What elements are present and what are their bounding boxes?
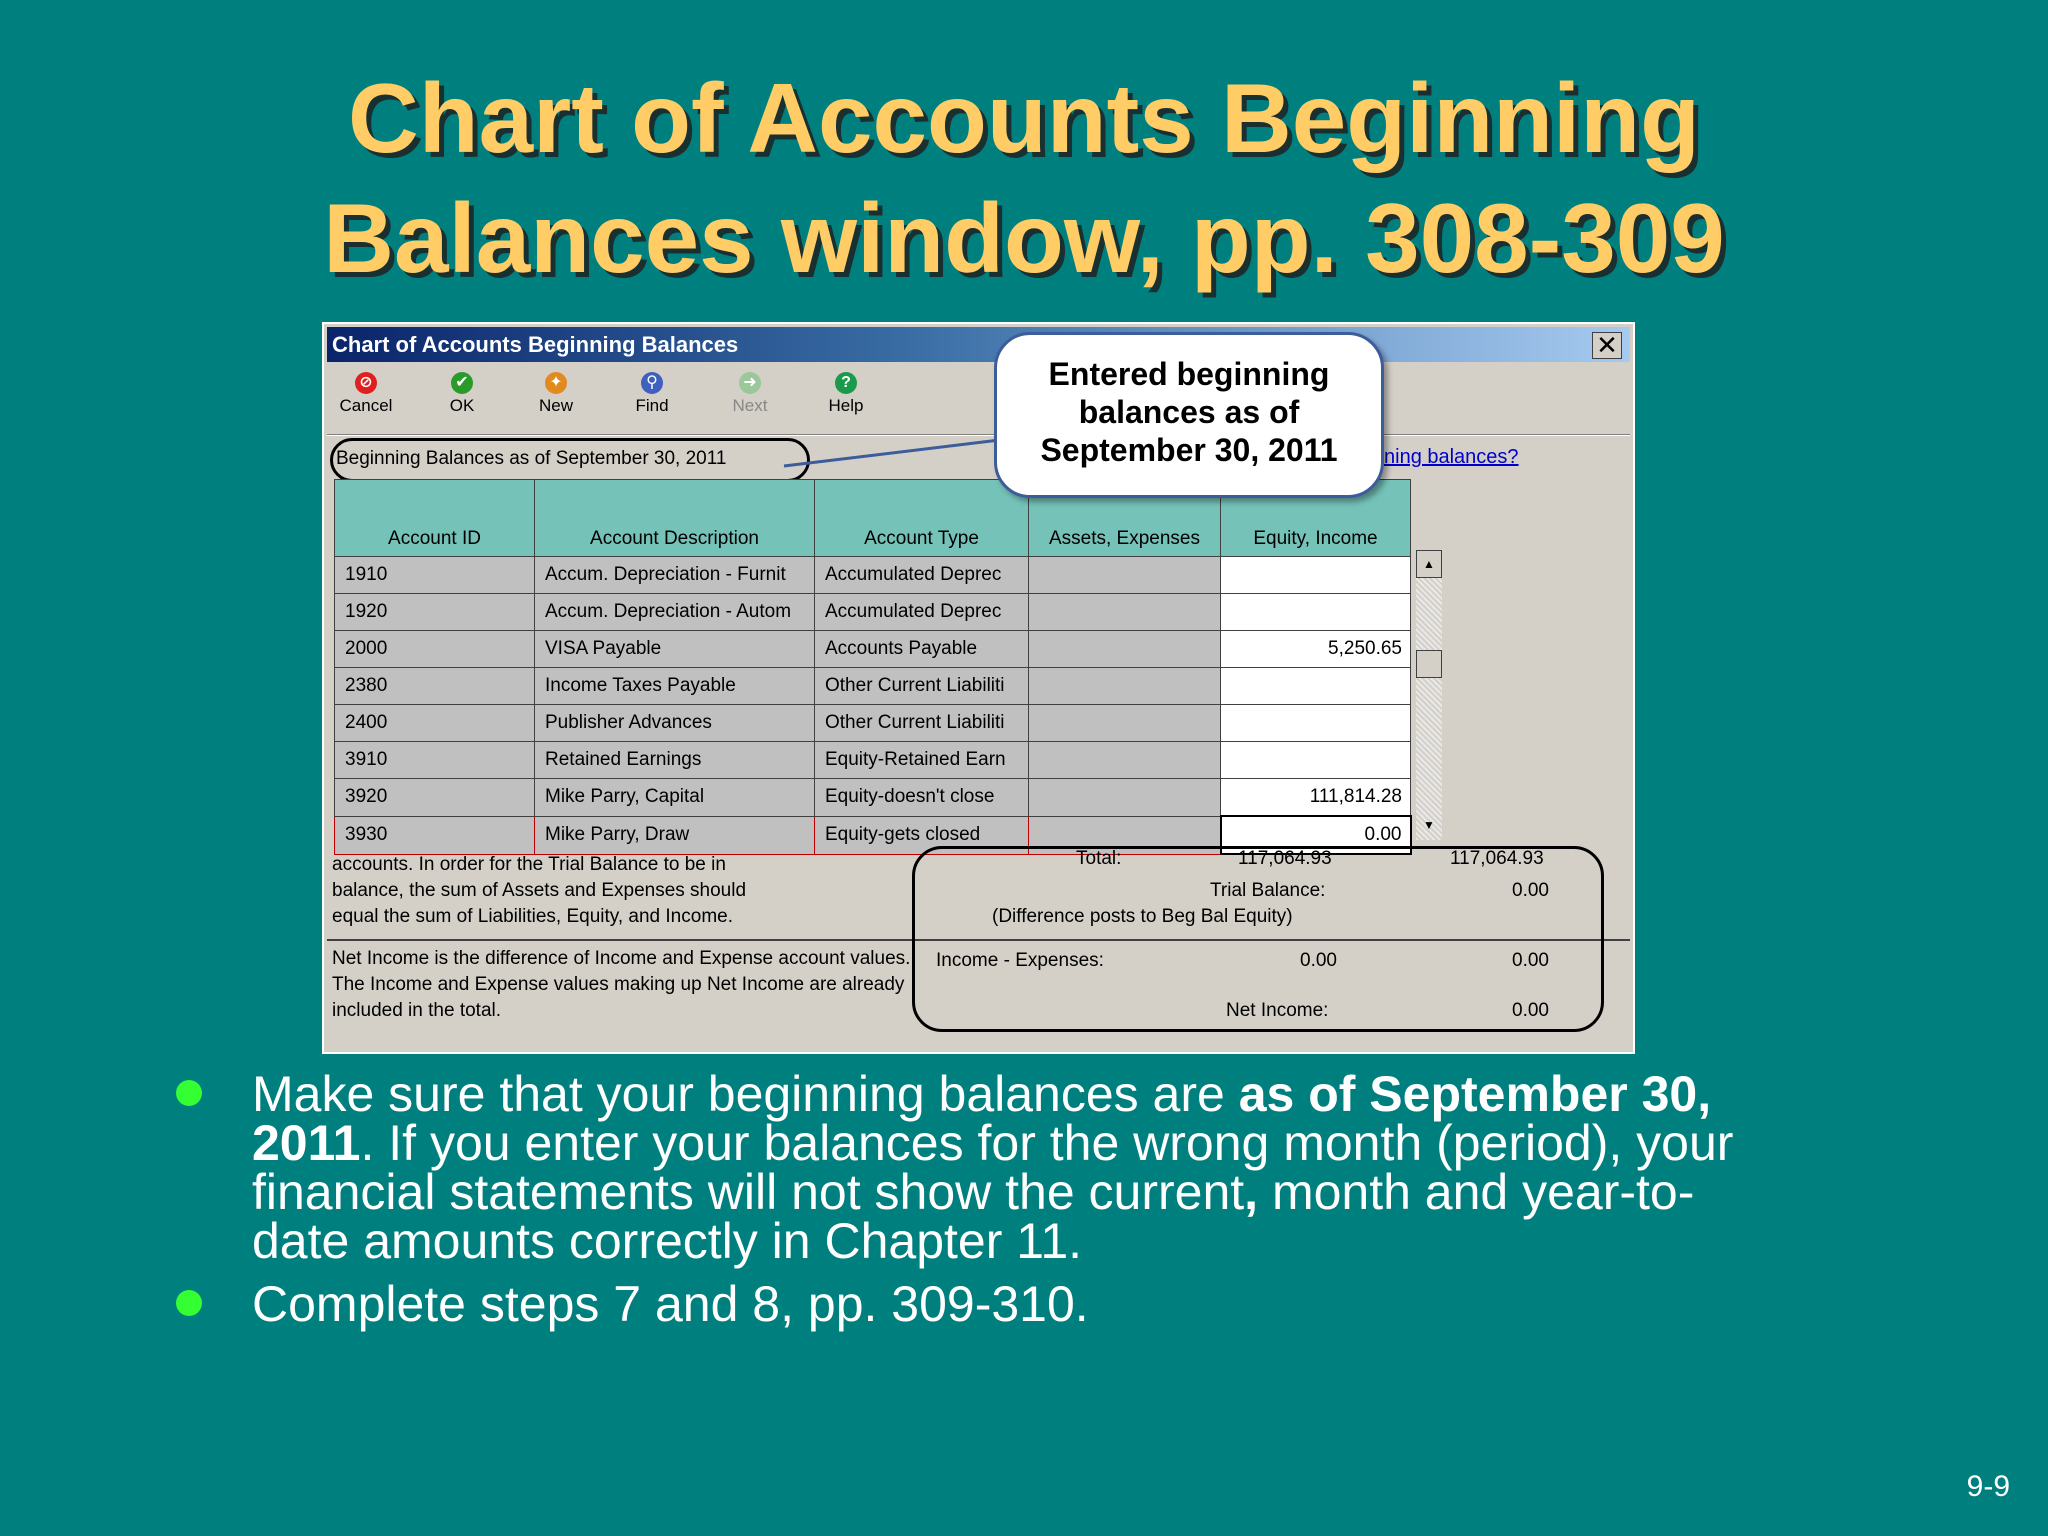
account-id-cell: 1910	[335, 557, 535, 594]
assets-cell	[1029, 557, 1221, 594]
equity-cell[interactable]	[1221, 557, 1411, 594]
net-income-label: Net Income:	[1226, 1000, 1329, 1021]
col-assets-expenses: Assets, Expenses	[1029, 480, 1221, 557]
trial-balance-value: 0.00	[1512, 880, 1549, 901]
net-income-value: 0.00	[1512, 1000, 1549, 1021]
total-equity-value: 117,064.93	[1450, 848, 1544, 869]
table-row[interactable]	[335, 779, 1411, 817]
equity-cell[interactable]	[1221, 594, 1411, 631]
help-label: Help	[828, 396, 864, 415]
scroll-up-icon[interactable]: ▲	[1416, 550, 1442, 578]
table-row[interactable]	[335, 742, 1411, 779]
slide-title-line2: Balances window, pp. 308-309	[323, 183, 1725, 293]
col-account-id: Account ID	[335, 480, 535, 557]
callout-line2: balances as of	[1078, 394, 1300, 430]
next-label: Next	[732, 396, 768, 415]
new-label: New	[538, 396, 573, 415]
account-type-cell: Equity-doesn't close	[815, 779, 1029, 817]
window-title: Chart of Accounts Beginning Balances	[332, 332, 739, 357]
help-button[interactable]	[816, 372, 876, 416]
difference-note: (Difference posts to Beg Bal Equity)	[992, 906, 1293, 927]
account-id-cell: 2000	[335, 631, 535, 668]
new-button[interactable]	[526, 372, 586, 416]
account-id-cell: 3910	[335, 742, 535, 779]
grid-scrollbar[interactable]	[1416, 550, 1442, 840]
assets-cell	[1029, 594, 1221, 631]
page-number: 9-9	[1966, 1470, 2010, 1503]
total-assets-value: 117,064.93	[1238, 848, 1332, 869]
account-type-cell: Other Current Liabiliti	[815, 705, 1029, 742]
equity-cell[interactable]: 111,814.28	[1221, 779, 1411, 817]
account-desc-cell: Accum. Depreciation - Furnit	[535, 557, 815, 594]
beginning-balances-help-link[interactable]: ning balances?	[1384, 446, 1519, 468]
account-id-cell: 2400	[335, 705, 535, 742]
bullet-1-bold-date: as of September 30, 2011	[252, 1066, 1712, 1171]
window-title-bar	[327, 327, 1630, 362]
as-of-date-label[interactable]: Beginning Balances as of September 30, 2011	[336, 448, 727, 469]
col-equity-income: Equity, Income	[1221, 480, 1411, 557]
find-button[interactable]	[622, 372, 682, 416]
account-desc-cell: Accum. Depreciation - Autom	[535, 594, 815, 631]
callout-entered-balances	[994, 332, 1384, 498]
income-expenses-value-b: 0.00	[1512, 950, 1549, 971]
assets-cell	[1029, 668, 1221, 705]
table-row[interactable]	[335, 631, 1411, 668]
cancel-label: Cancel	[339, 396, 393, 415]
income-expenses-label: Income - Expenses:	[936, 950, 1104, 971]
bullet-1-bold-comma: ,	[1244, 1164, 1259, 1220]
account-type-cell: Other Current Liabiliti	[815, 668, 1029, 705]
cancel-button[interactable]	[336, 372, 396, 416]
bullet-list	[176, 1066, 1736, 1343]
ok-label: OK	[449, 396, 475, 415]
account-desc-cell: VISA Payable	[535, 631, 815, 668]
account-type-cell: Equity-gets closed	[815, 816, 1029, 854]
account-desc-cell: Publisher Advances	[535, 705, 815, 742]
equity-input-cell[interactable]: 0.00	[1221, 816, 1411, 854]
help-icon: ?	[835, 372, 857, 394]
balances-grid	[334, 479, 1412, 855]
assets-cell	[1029, 705, 1221, 742]
trial-balance-label: Trial Balance:	[1210, 880, 1326, 901]
account-type-cell: Accumulated Deprec	[815, 557, 1029, 594]
equity-cell[interactable]	[1221, 742, 1411, 779]
bullet-2-text: Complete steps 7 and 8, pp. 309-310.	[252, 1276, 1089, 1332]
bullet-1-text-2: . If you enter your balances for the wrong month (period), your financial statements will not show the current	[252, 1115, 1734, 1220]
callout-pointer	[780, 430, 1020, 470]
equity-cell[interactable]	[1221, 668, 1411, 705]
new-icon: ✦	[545, 372, 567, 394]
account-id-cell: 3920	[335, 779, 535, 817]
col-account-description: Account Description	[535, 480, 815, 557]
account-id-cell: 1920	[335, 594, 535, 631]
table-row[interactable]	[335, 594, 1411, 631]
total-label: Total:	[1076, 848, 1122, 869]
account-id-cell: 2380	[335, 668, 535, 705]
net-income-explanation: Net Income is the difference of Income and Expense account values. The Income and Expense values making up Net Income are already included in the total.	[332, 948, 911, 1021]
close-icon[interactable]: ✕	[1592, 332, 1622, 359]
bullet-2	[176, 1276, 1736, 1332]
account-desc-cell: Mike Parry, Draw	[535, 816, 815, 854]
account-type-cell: Accumulated Deprec	[815, 594, 1029, 631]
assets-cell	[1029, 779, 1221, 817]
account-desc-cell: Retained Earnings	[535, 742, 815, 779]
account-desc-cell: Mike Parry, Capital	[535, 779, 815, 817]
ok-button[interactable]	[432, 372, 492, 416]
col-account-type: Account Type	[815, 480, 1029, 557]
magnifier-icon: ⚲	[641, 372, 663, 394]
account-type-cell: Equity-Retained Earn	[815, 742, 1029, 779]
assets-cell	[1029, 631, 1221, 668]
bullet-dot-icon	[176, 1080, 202, 1106]
bullet-1-text-3: month and year-to-date amounts correctly in Chapter 11.	[252, 1164, 1695, 1269]
scroll-down-icon[interactable]: ▼	[1423, 818, 1435, 832]
income-expenses-value-a: 0.00	[1300, 950, 1337, 971]
next-button[interactable]	[720, 372, 780, 416]
callout-line3: September 30, 2011	[1040, 432, 1338, 468]
find-label: Find	[635, 396, 669, 415]
account-id-cell: 3930	[335, 816, 535, 854]
slide-title-line1: Chart of Accounts Beginning	[348, 63, 1700, 173]
assets-cell	[1029, 742, 1221, 779]
account-desc-cell: Income Taxes Payable	[535, 668, 815, 705]
as-of-highlight-oval	[330, 438, 810, 482]
table-row[interactable]	[335, 705, 1411, 742]
equity-cell[interactable]	[1221, 705, 1411, 742]
bullet-1-text: Make sure that your beginning balances are	[252, 1066, 1239, 1122]
next-arrow-icon: ➜	[739, 372, 761, 394]
scroll-thumb[interactable]	[1416, 650, 1442, 678]
trial-balance-explanation: accounts. In order for the Trial Balance to be in balance, the sum of Assets and Expenses should equal the sum of Liabilities, Equity, and Income.	[332, 854, 747, 927]
slide-title	[0, 58, 2048, 298]
bullet-dot-icon	[176, 1290, 202, 1316]
table-row[interactable]	[335, 557, 1411, 594]
equity-cell[interactable]: 5,250.65	[1221, 631, 1411, 668]
check-icon: ✔	[451, 372, 473, 394]
bullet-1	[176, 1066, 1736, 1269]
account-type-cell: Accounts Payable	[815, 631, 1029, 668]
cancel-icon: ⊘	[355, 372, 377, 394]
callout-line1: Entered beginning	[1048, 356, 1330, 392]
table-row[interactable]	[335, 668, 1411, 705]
